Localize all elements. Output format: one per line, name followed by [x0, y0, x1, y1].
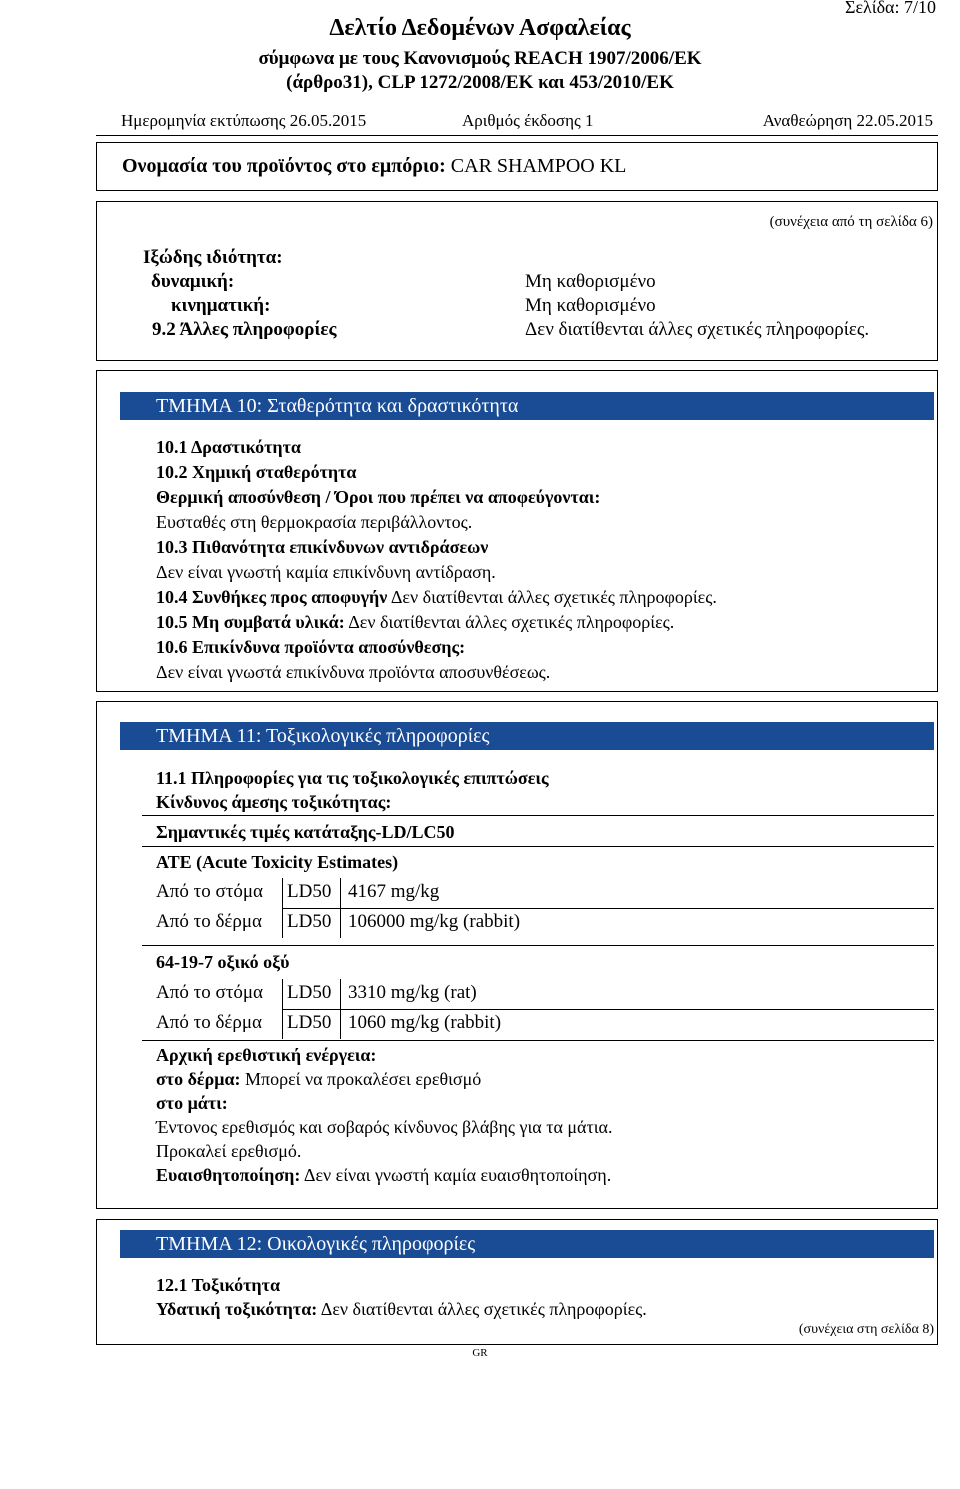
acid-dermal-type: LD50: [287, 1012, 332, 1033]
eye-label: στο μάτι:: [156, 1093, 228, 1113]
continued-to: (συνέχεια στη σελίδα 8): [798, 1322, 934, 1337]
ate-dermal-type: LD50: [287, 911, 332, 932]
skin-value: Μπορεί να προκαλέσει ερεθισμό: [245, 1069, 482, 1089]
acid-oral-value: 3310 mg/kg (rat): [348, 982, 477, 1003]
print-date: Ημερομηνία εκτύπωσης 26.05.2015: [121, 111, 367, 130]
product-name: CAR SHAMPOO KL: [450, 155, 627, 177]
acute-toxicity-heading: Κίνδυνος άμεσης τοξικότητας:: [156, 792, 392, 812]
s12-1-heading: 12.1 Τοξικότητα: [156, 1275, 280, 1295]
s10-3-heading: 10.3 Πιθανότητα επικίνδυνων αντιδράσεων: [156, 537, 489, 557]
ate-oral-value: 4167 mg/kg: [348, 881, 440, 902]
acetic-acid-heading: 64-19-7 οξικό οξύ: [156, 952, 290, 972]
s10-2-heading: 10.2 Χημική σταθερότητα: [156, 462, 357, 482]
acid-oral-route: Από το στόμα: [156, 982, 263, 1003]
s10-4-label: 10.4 Συνθήκες προς αποφυγήν: [156, 587, 388, 607]
product-label: Ονομασία του προϊόντος στο εμπόριο:: [122, 155, 446, 177]
toxicity-table-heading: Σημαντικές τιμές κατάταξης-LD/LC50: [156, 822, 455, 842]
document-subtitle-1: σύμφωνα με τους Κανονισμούς REACH 1907/2006/ΕΚ: [258, 48, 702, 69]
ate-oral-type: LD50: [287, 881, 332, 902]
irritation-heading: Αρχική ερεθιστική ενέργεια:: [156, 1045, 377, 1065]
s10-6-label: 10.6 Επικίνδυνα προϊόντα αποσύνθεσης:: [156, 637, 466, 657]
ate-oral-route: Από το στόμα: [156, 881, 263, 902]
revision-date: Αναθεώρηση 22.05.2015: [762, 111, 933, 130]
page-number: Σελίδα: 7/10: [844, 0, 936, 17]
aquatic-value: Δεν διατίθενται άλλες σχετικές πληροφορίες.: [320, 1299, 647, 1319]
s10-5-label: 10.5 Μη συμβατά υλικά:: [156, 612, 345, 632]
thermal-label: Θερμική αποσύνθεση / Όροι που πρέπει να αποφεύγονται:: [156, 487, 601, 507]
thermal-value: Ευσταθές στη θερμοκρασία περιβάλλοντος.: [156, 512, 473, 532]
s11-1-heading: 11.1 Πληροφορίες για τις τοξικολογικές επιπτώσεις: [156, 768, 549, 788]
other-info-value: Δεν διατίθενται άλλες σχετικές πληροφορίες.: [525, 319, 870, 340]
viscosity-kinematic-label: κινηματική:: [171, 295, 271, 316]
eye-line-1: Έντονος ερεθισμός και σοβαρός κίνδυνος βλάβης για τα μάτια.: [156, 1117, 613, 1137]
ate-dermal-value: 106000 mg/kg (rabbit): [348, 911, 521, 932]
s10-1-heading: 10.1 Δραστικότητα: [156, 437, 301, 457]
section-10-title: ΤΜΗΜΑ 10: Σταθερότητα και δραστικότητα: [120, 392, 934, 420]
aquatic-label: Υδατική τοξικότητα:: [156, 1299, 318, 1319]
ate-dermal-route: Από το δέρμα: [156, 911, 263, 932]
section-11-title: ΤΜΗΜΑ 11: Τοξικολογικές πληροφορίες: [120, 722, 934, 750]
version-number: Αριθμός έκδοσης 1: [462, 111, 594, 130]
s10-6-value: Δεν είναι γνωστά επικίνδυνα προϊόντα αποσυνθέσεως.: [156, 662, 551, 682]
viscosity-dynamic-label: δυναμική:: [151, 271, 235, 292]
s10-4-value: Δεν διατίθενται άλλες σχετικές πληροφορίες.: [390, 587, 717, 607]
document-subtitle-2: (άρθρο31), CLP 1272/2008/ΕΚ και 453/2010/ΕΚ: [286, 72, 674, 93]
sensitisation-value: Δεν είναι γνωστή καμία ευαισθητοποίηση.: [303, 1165, 612, 1185]
viscosity-dynamic-value: Μη καθορισμένο: [525, 271, 656, 292]
s10-3-value: Δεν είναι γνωστή καμία επικίνδυνη αντίδραση.: [156, 562, 496, 582]
viscosity-heading: Ιξώδης ιδιότητα:: [143, 247, 283, 268]
skin-label: στο δέρμα:: [156, 1069, 241, 1089]
s10-5-value: Δεν διατίθενται άλλες σχετικές πληροφορίες.: [348, 612, 675, 632]
acid-dermal-value: 1060 mg/kg (rabbit): [348, 1012, 502, 1033]
ate-heading: ATE (Acute Toxicity Estimates): [156, 852, 399, 872]
continued-box: [96, 201, 938, 361]
other-info-label: 9.2 Άλλες πληροφορίες: [152, 319, 337, 340]
section-12-title: ΤΜΗΜΑ 12: Οικολογικές πληροφορίες: [120, 1230, 934, 1258]
viscosity-kinematic-value: Μη καθορισμένο: [525, 295, 656, 316]
header-divider: [96, 135, 938, 136]
product-box: [96, 142, 938, 191]
acid-dermal-route: Από το δέρμα: [156, 1012, 263, 1033]
eye-line-2: Προκαλεί ερεθισμό.: [156, 1141, 302, 1161]
continued-from: (συνέχεια από τη σελίδα 6): [769, 214, 933, 230]
country-code: GR: [472, 1347, 488, 1359]
acid-oral-type: LD50: [287, 982, 332, 1003]
document-title: Δελτίο Δεδομένων Ασφαλείας: [329, 15, 631, 41]
sensitisation-label: Ευαισθητοποίηση:: [156, 1165, 301, 1185]
